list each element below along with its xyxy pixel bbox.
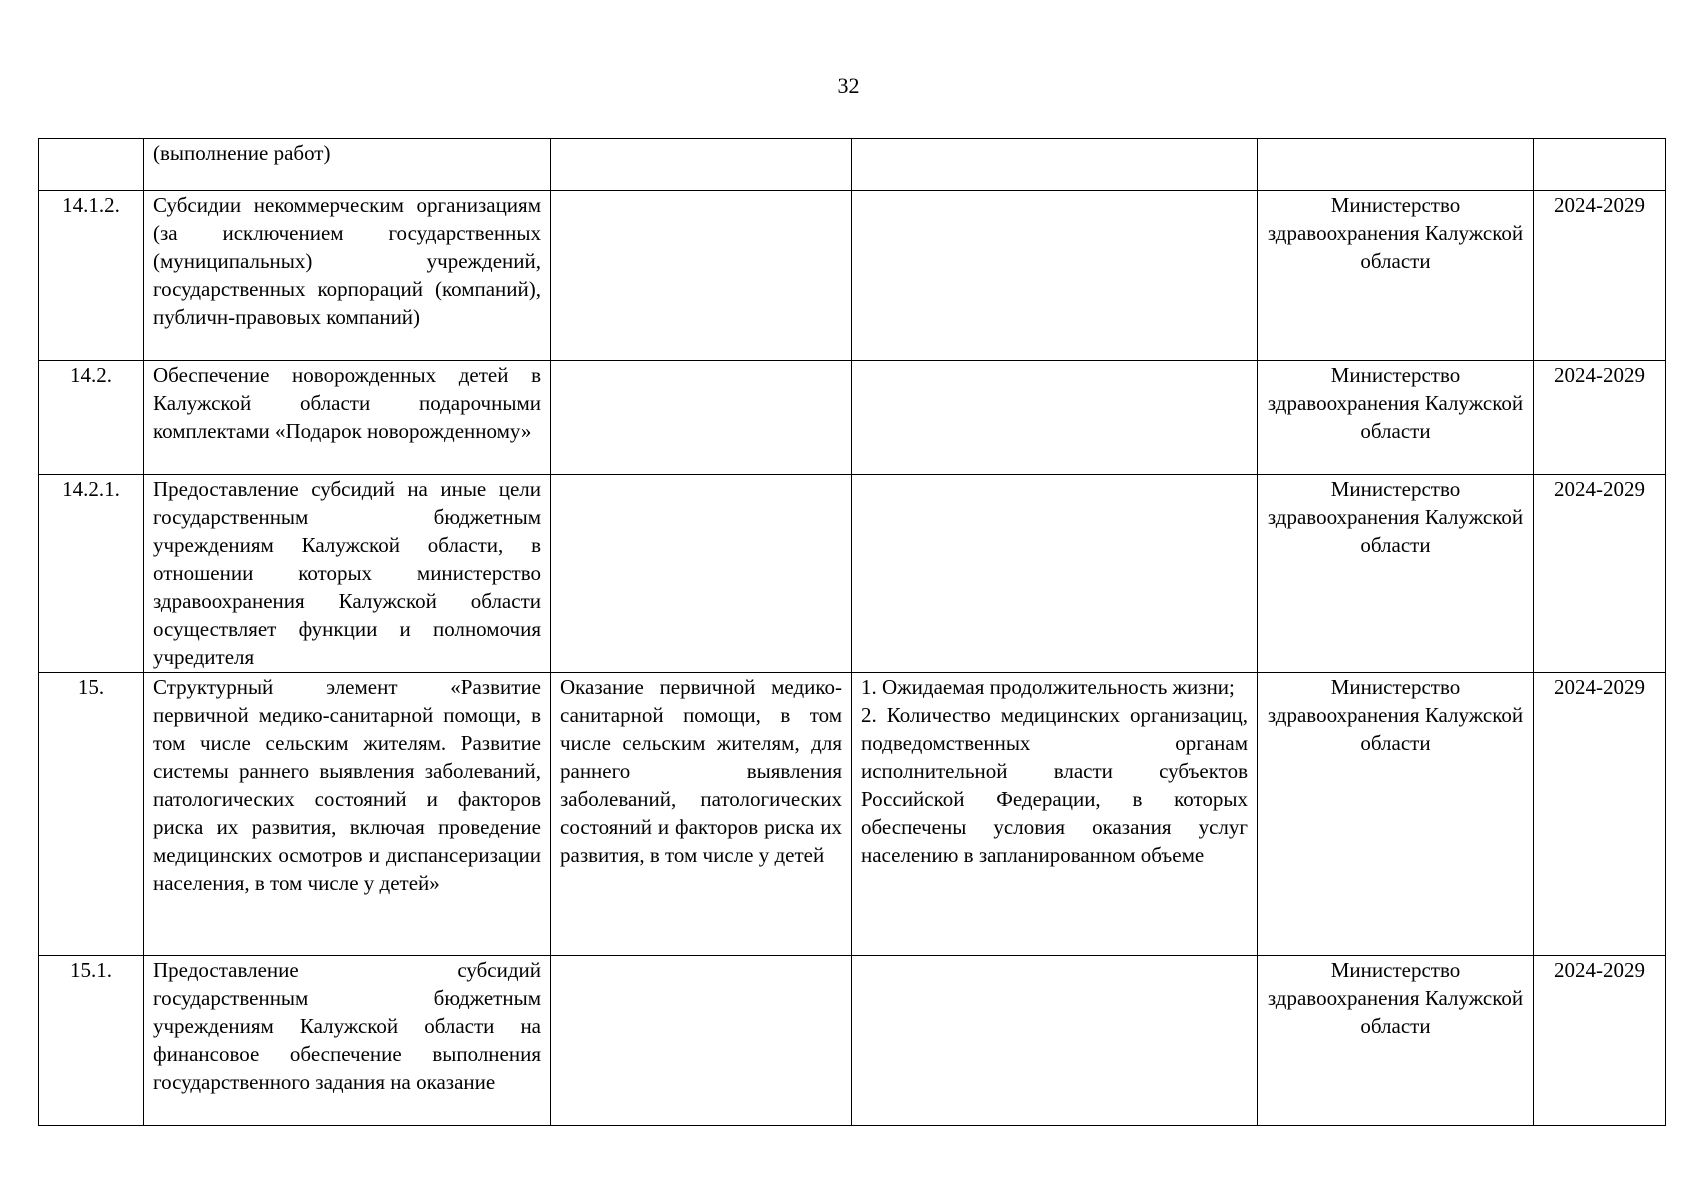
table-row bbox=[39, 361, 1666, 475]
table-row bbox=[39, 475, 1666, 673]
row-task bbox=[551, 956, 852, 1126]
row-responsible: Министерство здравоохранения Калужской области bbox=[1258, 191, 1534, 361]
row-description: Обеспечение новорожденных детей в Калужской области подарочными комплектами «Подарок новорожденному» bbox=[144, 361, 551, 475]
row-period bbox=[1534, 139, 1666, 191]
row-number bbox=[39, 139, 144, 191]
row-description: Предоставление субсидий на иные цели государственным бюджетным учреждениям Калужской области, в отношении которых министерство здравоохранения Калужской области осуществляет функции и полномочия учредителя bbox=[144, 475, 551, 673]
table-row bbox=[39, 673, 1666, 956]
row-period: 2024-2029 bbox=[1534, 361, 1666, 475]
row-number: 15.1. bbox=[39, 956, 144, 1126]
table-row bbox=[39, 956, 1666, 1126]
table-row bbox=[39, 191, 1666, 361]
row-description: Субсидии некоммерческим организациям (за исключением государственных (муниципальных) учреждений, государственных корпораций (компаний), публичн-правовых компаний) bbox=[144, 191, 551, 361]
row-task bbox=[551, 139, 852, 191]
row-indicators bbox=[852, 475, 1258, 673]
row-number: 14.1.2. bbox=[39, 191, 144, 361]
row-description: Структурный элемент «Развитие первичной медико-санитарной помощи, в том числе сельским жителям. Развитие системы раннего выявления заболеваний, патологических состояний и факторов риска их развития, включая проведение медицинских осмотров и диспансеризации населения, в том числе у детей» bbox=[144, 673, 551, 956]
row-indicators bbox=[852, 361, 1258, 475]
row-responsible: Министерство здравоохранения Калужской области bbox=[1258, 673, 1534, 956]
row-indicators bbox=[852, 139, 1258, 191]
row-responsible bbox=[1258, 139, 1534, 191]
row-description: (выполнение работ) bbox=[144, 139, 551, 191]
row-indicators bbox=[852, 191, 1258, 361]
row-period: 2024-2029 bbox=[1534, 475, 1666, 673]
indicator-item: 2. Количество медицинских организациц, подведомственных органам исполнительной власти субъектов Российской Федерации, в которых обеспечены условия оказания услуг населению в запланированном объеме bbox=[861, 703, 1248, 867]
row-number: 15. bbox=[39, 673, 144, 956]
page-number: 32 bbox=[837, 73, 860, 98]
row-period: 2024-2029 bbox=[1534, 956, 1666, 1126]
row-task: Оказание первичной медико-санитарной помощи, в том числе сельским жителям, для раннего выявления заболеваний, патологических состояний и факторов риска их развития, в том числе у детей bbox=[551, 673, 852, 956]
row-period: 2024-2029 bbox=[1534, 191, 1666, 361]
row-indicators bbox=[852, 956, 1258, 1126]
table-row bbox=[39, 139, 1666, 191]
row-responsible: Министерство здравоохранения Калужской области bbox=[1258, 956, 1534, 1126]
row-task bbox=[551, 191, 852, 361]
row-description: Предоставление субсидий государственным бюджетным учреждениям Калужской области на финансовое обеспечение выполнения государственного задания на оказание bbox=[144, 956, 551, 1126]
indicator-item: 1. Ожидаемая продолжительность жизни; bbox=[861, 675, 1235, 699]
row-period: 2024-2029 bbox=[1534, 673, 1666, 956]
row-task bbox=[551, 361, 852, 475]
row-indicators bbox=[852, 673, 1258, 956]
row-task bbox=[551, 475, 852, 673]
program-table bbox=[38, 138, 1666, 1126]
row-number: 14.2. bbox=[39, 361, 144, 475]
row-responsible: Министерство здравоохранения Калужской области bbox=[1258, 475, 1534, 673]
row-number: 14.2.1. bbox=[39, 475, 144, 673]
row-responsible: Министерство здравоохранения Калужской области bbox=[1258, 361, 1534, 475]
